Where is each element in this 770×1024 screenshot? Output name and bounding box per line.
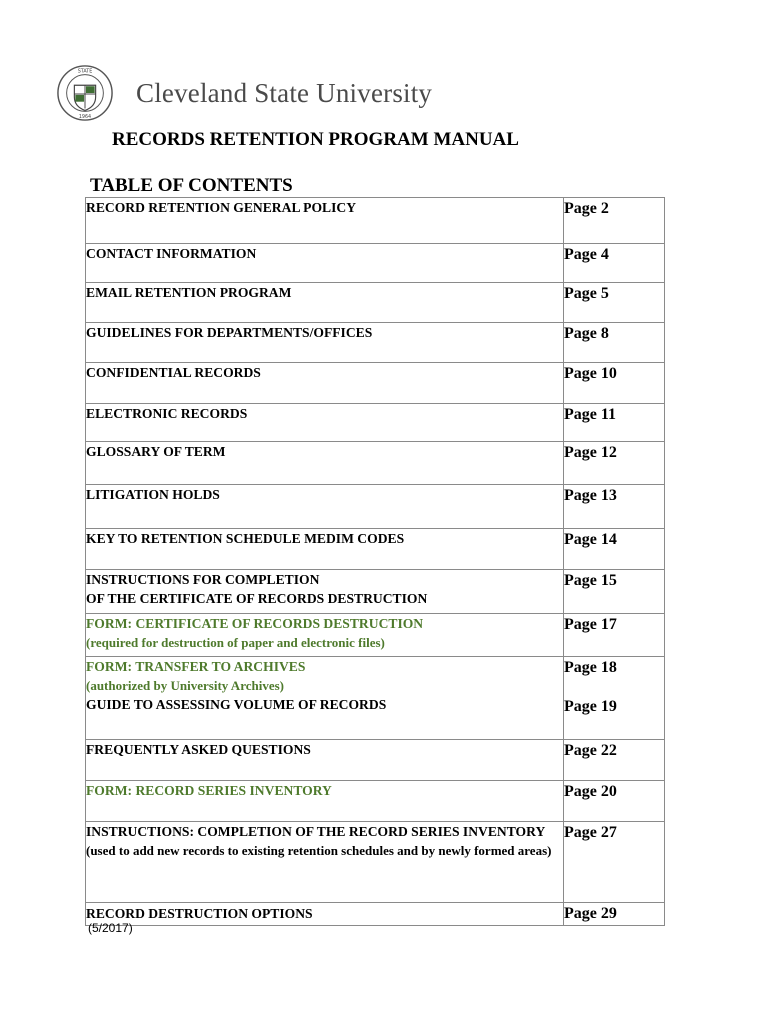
toc-entry-title: INSTRUCTIONS: COMPLETION OF THE RECORD SERIES INVENTORY [86,824,546,839]
toc-row [86,529,665,570]
toc-entry-note: (required for destruction of paper and electronic files) [86,635,385,650]
form-link-transfer-to-archives[interactable]: FORM: TRANSFER TO ARCHIVES [86,659,306,674]
toc-entry-title: INSTRUCTIONS FOR COMPLETION [86,572,320,587]
toc-page-number: Page 4 [564,244,665,283]
toc-page-number: Page 2 [564,198,665,244]
toc-row [86,244,665,283]
toc-row [86,657,665,740]
toc-page-number: Page 22 [564,740,665,781]
toc-entry-title: EMAIL RETENTION PROGRAM [86,283,564,323]
toc-row [86,442,665,485]
form-link-record-series-inventory[interactable]: FORM: RECORD SERIES INVENTORY [86,781,564,822]
toc-page-number: Page 12 [564,442,665,485]
toc-entry-title: CONTACT INFORMATION [86,244,564,283]
toc-row [86,614,665,657]
toc-page-number: Page 5 [564,283,665,323]
toc-page-number: Page 13 [564,485,665,529]
toc-entry-title: GUIDE TO ASSESSING VOLUME OF RECORDS [86,697,387,712]
toc-row [86,198,665,244]
seal-top-text: STATE [77,69,93,75]
toc-entry-title: GUIDELINES FOR DEPARTMENTS/OFFICES [86,323,564,363]
toc-page-number: Page 11 [564,404,665,442]
toc-page-number: Page 10 [564,363,665,404]
university-name: Cleveland State University [136,77,433,108]
toc-row [86,740,665,781]
toc-entry-title: LITIGATION HOLDS [86,485,564,529]
toc-entry-note: (used to add new records to existing retention schedules and by newly formed areas) [86,843,552,858]
university-logo [56,64,432,122]
toc-page-number: Page 27 [564,822,665,903]
toc-entry-title: GLOSSARY OF TERM [86,442,564,485]
toc-entry-title: RECORD RETENTION GENERAL POLICY [86,198,564,244]
toc-row [86,363,665,404]
table-of-contents [85,197,665,926]
toc-page-number: Page 15 [564,570,665,614]
form-link-certificate-of-records-destruction[interactable]: FORM: CERTIFICATE OF RECORDS DESTRUCTION [86,616,424,631]
toc-page-number: Page 20 [564,781,665,822]
toc-row [86,485,665,529]
toc-entry-title: RECORD DESTRUCTION OPTIONS [86,903,564,926]
university-seal-icon [56,64,114,122]
toc-page-number: Page 17 [564,614,665,657]
toc-entry-title: CONFIDENTIAL RECORDS [86,363,564,404]
toc-row [86,903,665,926]
toc-entry-title: KEY TO RETENTION SCHEDULE MEDIM CODES [86,529,564,570]
document-title: RECORDS RETENTION PROGRAM MANUAL [112,129,519,150]
seal-year-text: 1964 [78,115,92,121]
toc-heading: TABLE OF CONTENTS [90,175,293,196]
toc-row [86,404,665,442]
toc-page-number: Page 14 [564,529,665,570]
toc-entry-title-line2: OF THE CERTIFICATE OF RECORDS DESTRUCTION [86,591,428,606]
toc-page-number: Page 29 [564,903,665,926]
toc-entry-title: ELECTRONIC RECORDS [86,404,564,442]
toc-page-number: Page 18 [564,659,617,676]
toc-page-number: Page 19 [564,698,617,715]
toc-row [86,781,665,822]
toc-page-number: Page 8 [564,323,665,363]
toc-row [86,570,665,614]
toc-entry-title: FREQUENTLY ASKED QUESTIONS [86,740,564,781]
toc-row [86,822,665,903]
toc-row [86,323,665,363]
footer-date: (5/2017) [88,921,133,935]
toc-row [86,283,665,323]
toc-entry-note: (authorized by University Archives) [86,678,284,693]
